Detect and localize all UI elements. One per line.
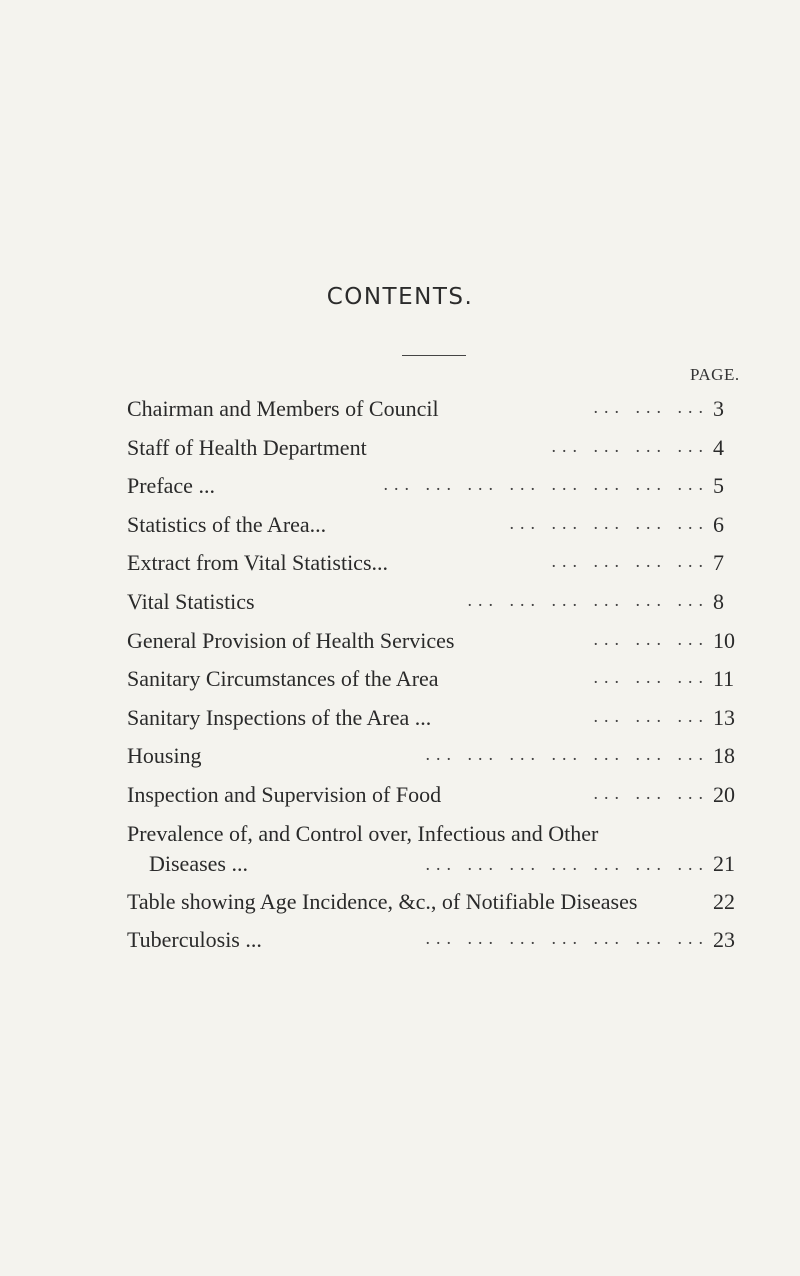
toc-entry bbox=[127, 737, 739, 776]
toc-entry-label: Sanitary Circumstances of the Area bbox=[127, 666, 439, 692]
toc-entry-label: Table showing Age Incidence, &c., of Notifiable Diseases bbox=[127, 888, 638, 914]
toc-leader-dots: ... ... ... ... ... ... ... bbox=[425, 928, 709, 949]
toc-leader-dots: ... ... ... bbox=[593, 397, 709, 417]
toc-page-number: 3 bbox=[713, 396, 724, 421]
toc-page-number: 10 bbox=[713, 627, 735, 653]
toc-entry-label: Staff of Health Department bbox=[127, 434, 367, 460]
toc-entry-label: Statistics of the Area... bbox=[127, 511, 327, 537]
toc-entry-label-continued: Diseases ... bbox=[149, 850, 248, 876]
toc-entry-label: Preface ... bbox=[127, 473, 215, 499]
toc-entry bbox=[127, 390, 739, 429]
toc-page-number: 5 bbox=[713, 473, 724, 499]
toc-entry-label: Prevalence of, and Control over, Infectious and Other bbox=[127, 820, 599, 846]
toc-page-number: 22 bbox=[713, 888, 735, 914]
toc-entry bbox=[127, 921, 739, 960]
toc-leader-dots: ... ... ... ... ... ... bbox=[467, 589, 709, 610]
toc-entry bbox=[127, 660, 739, 699]
toc-entry-label: Vital Statistics bbox=[127, 588, 255, 614]
toc-entry bbox=[127, 544, 739, 583]
toc-leader-dots: ... ... ... bbox=[593, 667, 709, 688]
toc-entry bbox=[127, 506, 739, 545]
contents-title: CONTENTS. bbox=[326, 284, 474, 310]
toc-leader-dots: ... ... ... ... ... ... ... bbox=[425, 853, 709, 874]
toc-page-number: 20 bbox=[713, 781, 735, 807]
toc-entry-label: Inspection and Supervision of Food bbox=[127, 781, 442, 807]
toc-page-number: 18 bbox=[713, 743, 735, 769]
toc-page-number: 21 bbox=[713, 850, 735, 876]
toc-entry-label: Sanitary Inspections of the Area ... bbox=[127, 704, 432, 730]
toc-page-number: 13 bbox=[713, 704, 735, 730]
toc-entry-label: Housing bbox=[127, 743, 202, 769]
toc-entry bbox=[127, 815, 739, 883]
toc-leader-dots: ... ... ... ... ... ... ... ... bbox=[383, 474, 709, 495]
toc-page-number: 4 bbox=[713, 434, 724, 460]
toc-leader-dots: ... ... ... bbox=[593, 782, 709, 803]
toc-entry-label: Extract from Vital Statistics... bbox=[127, 550, 389, 576]
toc-leader-dots: ... ... ... ... bbox=[551, 435, 709, 456]
page-column-heading: PAGE. bbox=[690, 365, 740, 384]
title-rule bbox=[402, 355, 466, 356]
toc-entry bbox=[127, 622, 739, 661]
toc-page-number: 11 bbox=[713, 666, 735, 692]
toc-entry bbox=[127, 699, 739, 738]
toc-leader-dots: ... ... ... bbox=[593, 628, 709, 649]
toc-leader-dots: ... ... ... ... ... bbox=[509, 512, 709, 533]
toc-entry bbox=[127, 776, 739, 815]
toc-entry-label: General Provision of Health Services bbox=[127, 627, 455, 653]
toc-leader-dots: ... ... ... bbox=[593, 705, 709, 726]
toc-page-number: 23 bbox=[713, 927, 735, 953]
toc-entry bbox=[127, 429, 739, 468]
toc-entry-label: Chairman and Members of Council bbox=[127, 396, 439, 421]
toc-page-number: 6 bbox=[713, 511, 724, 537]
toc-page-number: 7 bbox=[713, 550, 724, 576]
table-of-contents bbox=[127, 390, 739, 960]
toc-leader-dots: ... ... ... ... ... ... ... bbox=[425, 744, 709, 765]
toc-leader-dots: ... ... ... ... bbox=[551, 551, 709, 572]
toc-entry-label: Tuberculosis ... bbox=[127, 927, 262, 953]
toc-entry bbox=[127, 583, 739, 622]
toc-page-number: 8 bbox=[713, 588, 724, 614]
toc-entry bbox=[127, 883, 739, 922]
toc-entry bbox=[127, 467, 739, 506]
